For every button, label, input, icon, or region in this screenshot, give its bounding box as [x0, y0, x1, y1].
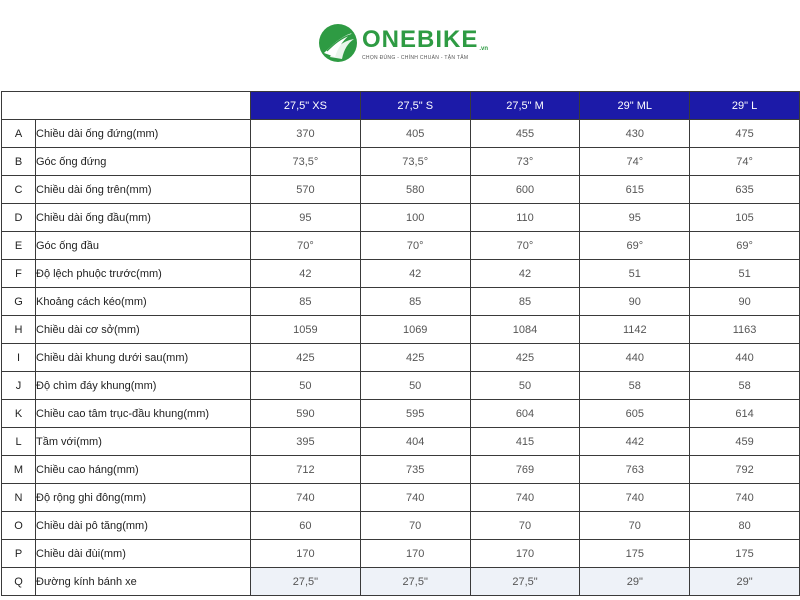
row-value: 42 [360, 260, 470, 288]
row-value: 430 [580, 120, 690, 148]
row-value: 70° [360, 232, 470, 260]
brand-name: ONEBIKE .vn [362, 26, 489, 53]
table-row [2, 372, 800, 400]
row-value: 604 [470, 400, 580, 428]
row-value: 73,5° [251, 148, 361, 176]
table-row [2, 484, 800, 512]
row-key: L [2, 428, 36, 456]
table-row [2, 540, 800, 568]
row-key: H [2, 316, 36, 344]
row-value: 1069 [360, 316, 470, 344]
row-value: 27,5" [251, 568, 361, 596]
row-key: A [2, 120, 36, 148]
row-value: 475 [690, 120, 800, 148]
header-blank-cell [2, 92, 251, 120]
row-value: 175 [580, 540, 690, 568]
row-value: 615 [580, 176, 690, 204]
table-row [2, 316, 800, 344]
table-row [2, 512, 800, 540]
row-value: 29" [580, 568, 690, 596]
table-row [2, 176, 800, 204]
row-key: E [2, 232, 36, 260]
table-row [2, 148, 800, 176]
table-row [2, 456, 800, 484]
row-value: 370 [251, 120, 361, 148]
row-value: 60 [251, 512, 361, 540]
table-row [2, 120, 800, 148]
row-value: 70 [580, 512, 690, 540]
row-label: Chiều dài ống trên(mm) [36, 176, 251, 204]
row-value: 740 [690, 484, 800, 512]
row-value: 70 [360, 512, 470, 540]
row-key: C [2, 176, 36, 204]
row-value: 170 [470, 540, 580, 568]
row-value: 1059 [251, 316, 361, 344]
row-value: 70 [470, 512, 580, 540]
row-value: 50 [470, 372, 580, 400]
row-value: 50 [360, 372, 470, 400]
row-value: 42 [470, 260, 580, 288]
row-value: 570 [251, 176, 361, 204]
table-row [2, 232, 800, 260]
row-value: 1084 [470, 316, 580, 344]
onebike-logo [318, 23, 498, 67]
row-label: Khoảng cách kéo(mm) [36, 288, 251, 316]
table-row [2, 288, 800, 316]
row-key: N [2, 484, 36, 512]
row-value: 600 [470, 176, 580, 204]
row-value: 459 [690, 428, 800, 456]
row-value: 440 [580, 344, 690, 372]
row-value: 763 [580, 456, 690, 484]
row-value: 425 [251, 344, 361, 372]
row-value: 50 [251, 372, 361, 400]
row-key: Q [2, 568, 36, 596]
row-value: 590 [251, 400, 361, 428]
size-column-header: 27,5" M [470, 92, 580, 120]
row-key: I [2, 344, 36, 372]
table-header-row [2, 92, 800, 120]
row-value: 415 [470, 428, 580, 456]
row-key: J [2, 372, 36, 400]
row-value: 73° [470, 148, 580, 176]
row-key: D [2, 204, 36, 232]
row-value: 769 [470, 456, 580, 484]
row-label: Chiều dài ống đứng(mm) [36, 120, 251, 148]
row-label: Chiều dài ống đầu(mm) [36, 204, 251, 232]
row-label: Chiều dài đùi(mm) [36, 540, 251, 568]
row-value: 70° [251, 232, 361, 260]
table-row [2, 568, 800, 596]
row-value: 73,5° [360, 148, 470, 176]
row-label: Tầm với(mm) [36, 428, 251, 456]
row-value: 635 [690, 176, 800, 204]
row-value: 69° [690, 232, 800, 260]
row-value: 175 [690, 540, 800, 568]
row-value: 712 [251, 456, 361, 484]
row-label: Chiều dài pô tăng(mm) [36, 512, 251, 540]
row-value: 27,5" [470, 568, 580, 596]
row-label: Độ lệch phuộc trước(mm) [36, 260, 251, 288]
brand-domain: .vn [479, 46, 489, 52]
row-value: 170 [251, 540, 361, 568]
row-label: Độ chìm đáy khung(mm) [36, 372, 251, 400]
row-value: 1142 [580, 316, 690, 344]
row-value: 595 [360, 400, 470, 428]
row-label: Góc ống đứng [36, 148, 251, 176]
row-value: 740 [251, 484, 361, 512]
size-column-header: 27,5" XS [251, 92, 361, 120]
row-label: Đường kính bánh xe [36, 568, 251, 596]
row-value: 395 [251, 428, 361, 456]
row-value: 74° [690, 148, 800, 176]
table-row [2, 344, 800, 372]
row-value: 90 [690, 288, 800, 316]
geometry-spec-table [1, 91, 800, 596]
row-key: F [2, 260, 36, 288]
row-value: 80 [690, 512, 800, 540]
row-label: Chiều cao tâm trục-đầu khung(mm) [36, 400, 251, 428]
row-value: 29" [690, 568, 800, 596]
table-row [2, 428, 800, 456]
row-value: 425 [360, 344, 470, 372]
row-key: B [2, 148, 36, 176]
row-value: 51 [580, 260, 690, 288]
row-value: 105 [690, 204, 800, 232]
row-value: 605 [580, 400, 690, 428]
row-value: 95 [251, 204, 361, 232]
row-value: 70° [470, 232, 580, 260]
row-value: 740 [580, 484, 690, 512]
row-value: 85 [470, 288, 580, 316]
row-value: 58 [690, 372, 800, 400]
row-value: 404 [360, 428, 470, 456]
row-value: 735 [360, 456, 470, 484]
row-value: 405 [360, 120, 470, 148]
row-value: 792 [690, 456, 800, 484]
row-key: G [2, 288, 36, 316]
row-value: 170 [360, 540, 470, 568]
row-value: 614 [690, 400, 800, 428]
row-value: 58 [580, 372, 690, 400]
row-value: 69° [580, 232, 690, 260]
row-value: 442 [580, 428, 690, 456]
size-column-header: 29" L [690, 92, 800, 120]
row-value: 27,5" [360, 568, 470, 596]
row-value: 74° [580, 148, 690, 176]
row-value: 110 [470, 204, 580, 232]
row-value: 740 [470, 484, 580, 512]
table-row [2, 204, 800, 232]
row-value: 455 [470, 120, 580, 148]
row-value: 1163 [690, 316, 800, 344]
row-key: M [2, 456, 36, 484]
row-label: Chiều dài cơ sở(mm) [36, 316, 251, 344]
table-row [2, 260, 800, 288]
row-value: 580 [360, 176, 470, 204]
row-label: Góc ống đầu [36, 232, 251, 260]
row-value: 85 [360, 288, 470, 316]
row-value: 42 [251, 260, 361, 288]
bike-road-logo-icon [318, 23, 358, 63]
row-key: O [2, 512, 36, 540]
row-key: K [2, 400, 36, 428]
row-value: 95 [580, 204, 690, 232]
brand-tagline: CHỌN ĐÚNG - CHÍNH CHUẨN - TẬN TÂM [362, 55, 469, 61]
row-label: Chiều dài khung dưới sau(mm) [36, 344, 251, 372]
row-label: Độ rộng ghi đông(mm) [36, 484, 251, 512]
table-row [2, 400, 800, 428]
size-column-header: 27,5" S [360, 92, 470, 120]
row-value: 85 [251, 288, 361, 316]
row-value: 440 [690, 344, 800, 372]
row-value: 425 [470, 344, 580, 372]
row-key: P [2, 540, 36, 568]
row-label: Chiều cao háng(mm) [36, 456, 251, 484]
row-value: 90 [580, 288, 690, 316]
size-column-header: 29" ML [580, 92, 690, 120]
row-value: 740 [360, 484, 470, 512]
row-value: 100 [360, 204, 470, 232]
row-value: 51 [690, 260, 800, 288]
